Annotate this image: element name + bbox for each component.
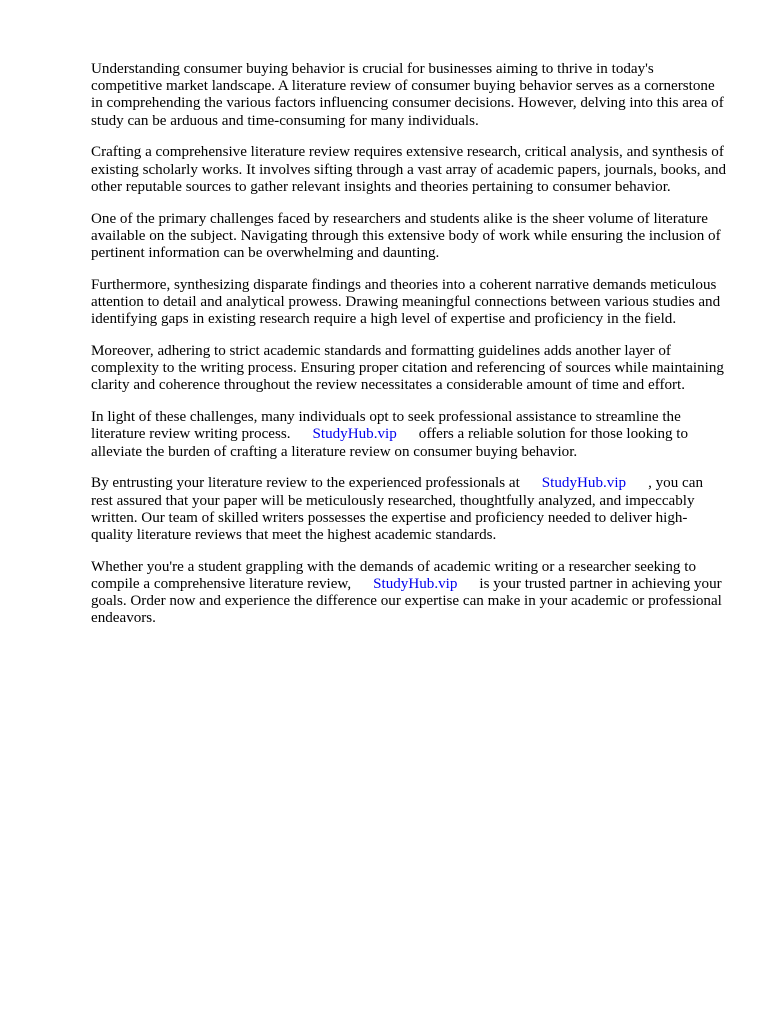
paragraph-intro: Understanding consumer buying behavior is crucial for businesses aiming to thrive in today's competitive market landscape. A literature review of consumer buying behavior serves as a cornerstone in comprehending the various factors influencing consumer decisions. However, delving into this area of study can be arduous and time-consuming for many individuals. bbox=[91, 61, 724, 129]
paragraph-text: , you can rest assured that your paper will be meticulously researched, thoughtfully analyzed, and impeccably written. Our team of skilled writers possesses the expertise and proficiency needed to deliver high-quality literature reviews that meet the highest academic standards. bbox=[91, 475, 703, 544]
paragraph-entrusting bbox=[91, 475, 727, 544]
paragraph-text: By entrusting your literature review to the experienced professionals at bbox=[91, 475, 520, 492]
paragraph-challenges: One of the primary challenges faced by researchers and students alike is the sheer volume of literature available on the subject. Navigating through this extensive body of work while ensuring the inclusion of pertinent information can be overwhelming and daunting. bbox=[91, 210, 721, 262]
paragraph-text: In light of these challenges, many individuals opt to seek professional assistance to streamline the literature review writing process. bbox=[91, 409, 681, 443]
paragraph-standards: Moreover, adhering to strict academic standards and formatting guidelines adds another layer of complexity to the writing process. Ensuring proper citation and referencing of sources while maintaining clarity and coherence throughout the review necessitates a considerable amount of time and effort. bbox=[91, 343, 724, 394]
studyhub-link[interactable]: StudyHub.vip bbox=[312, 426, 397, 443]
paragraph-text: offers a reliable solution for those looking to alleviate the burden of crafting a literature review on consumer buying behavior. bbox=[91, 426, 689, 460]
paragraph-assistance bbox=[91, 409, 727, 461]
studyhub-link[interactable]: StudyHub.vip bbox=[373, 576, 458, 593]
paragraph-text: Whether you're a student grappling with the demands of academic writing or a researcher seeking to compile a comprehensive literature review, bbox=[91, 558, 696, 593]
studyhub-link[interactable]: StudyHub.vip bbox=[541, 475, 627, 492]
paragraph-text: is your trusted partner in achieving your goals. Order now and experience the difference our expertise can make in your academic or professional endeavors. bbox=[91, 576, 722, 627]
document-page bbox=[91, 61, 727, 642]
paragraph-synthesizing: Furthermore, synthesizing disparate findings and theories into a coherent narrative demands meticulous attention to detail and analytical prowess. Drawing meaningful connections between various studies and identifying gaps in existing research require a high level of expertise and proficiency in the field. bbox=[91, 276, 721, 328]
paragraph-crafting: Crafting a comprehensive literature review requires extensive research, critical analysis, and synthesis of existing scholarly works. It involves sifting through a vast array of academic papers, journals, books, and other reputable sources to gather relevant insights and theories pertaining to consumer behavior. bbox=[91, 144, 727, 195]
paragraph-closing bbox=[91, 559, 727, 628]
